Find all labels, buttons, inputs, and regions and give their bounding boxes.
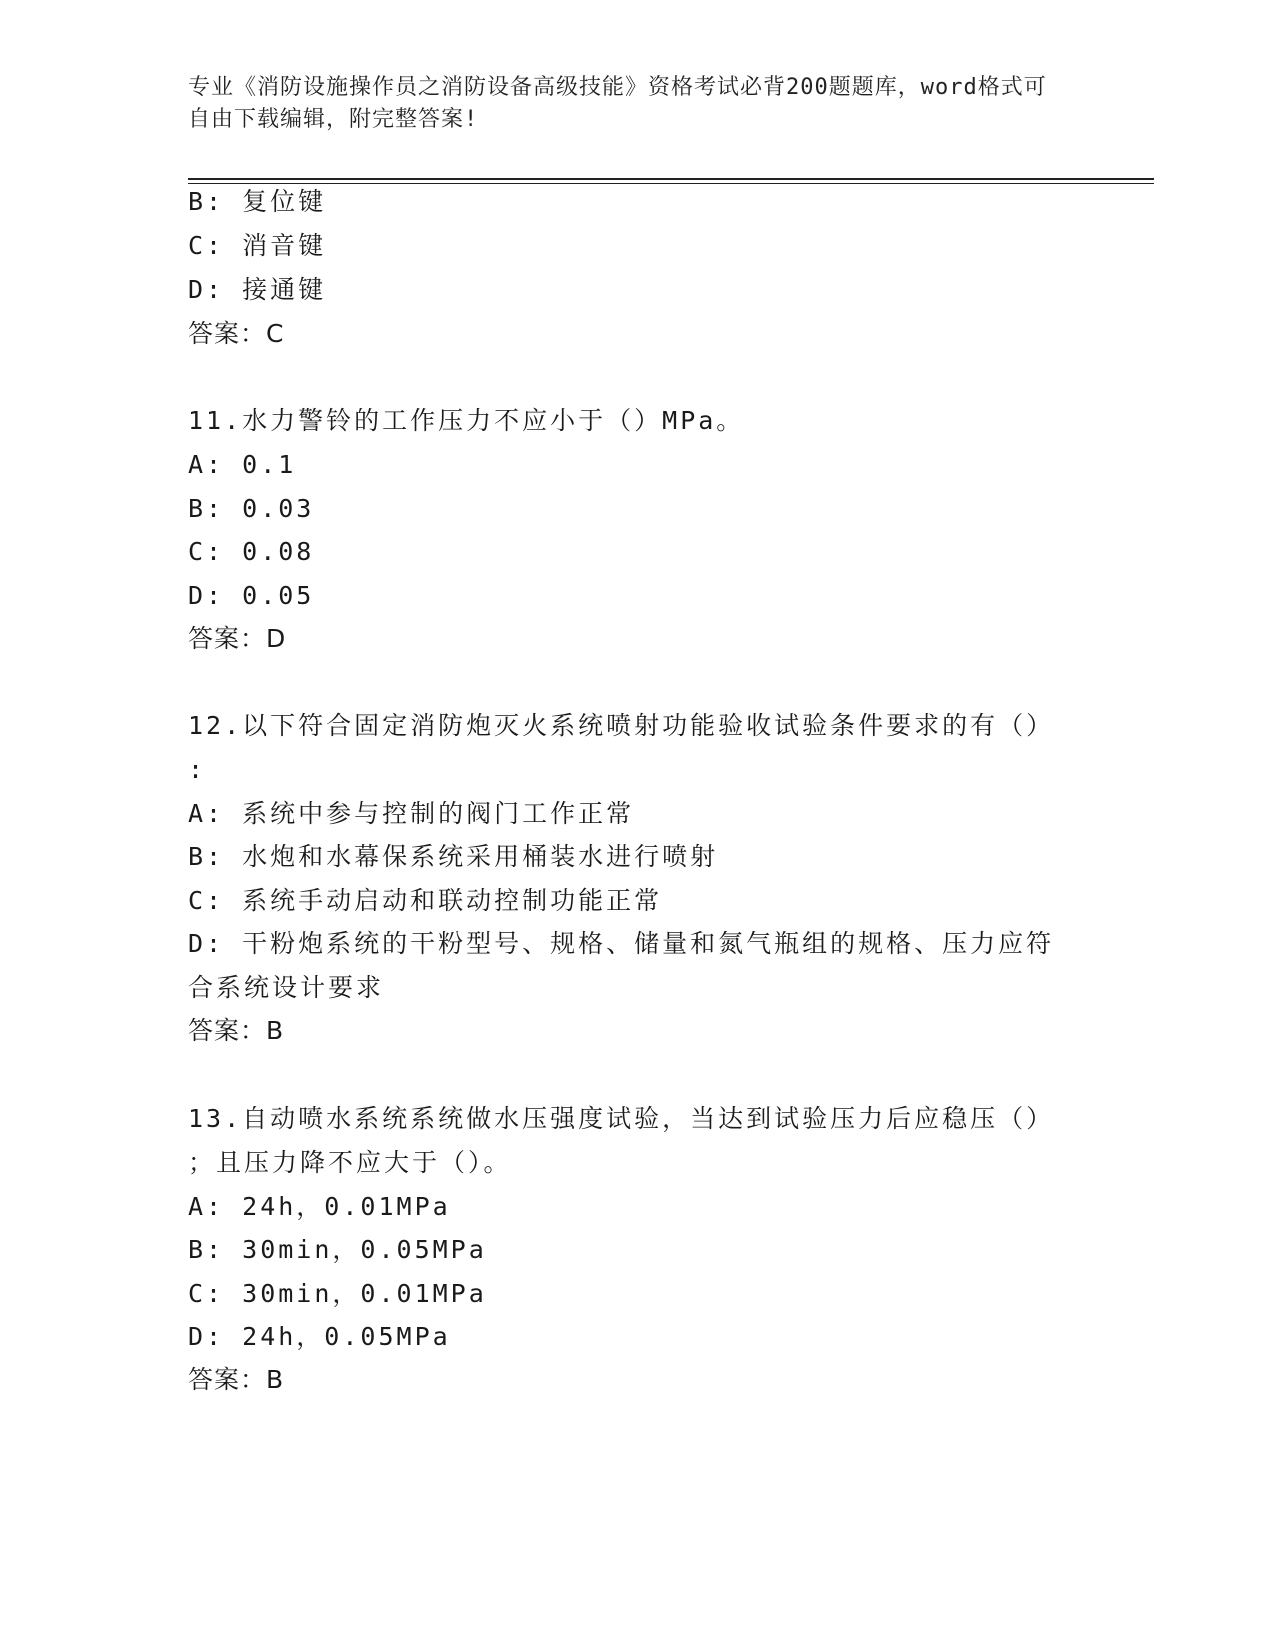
q12-answer: 答案：B xyxy=(188,1016,285,1045)
q12-option-d-continued: 合系统设计要求 xyxy=(188,973,385,1002)
q12-option-b: B: 水炮和水幕保系统采用桶装水进行喷射 xyxy=(188,842,719,871)
q13-option-c: C: 30min，0.01MPa xyxy=(188,1279,487,1308)
document-header: 专业《消防设施操作员之消防设备高级技能》资格考试必背200题题库，word格式可自由下载编辑，附完整答案! xyxy=(188,75,1047,132)
q13-stem-line2: ；且压力降不应大于（）。 xyxy=(188,1148,512,1177)
q13-answer: 答案：B xyxy=(188,1365,285,1394)
q13-option-b: B: 30min，0.05MPa xyxy=(188,1235,487,1264)
q12-option-a: A: 系统中参与控制的阀门工作正常 xyxy=(188,799,635,828)
q10-option-c: C: 消音键 xyxy=(188,231,327,260)
q12-option-d: D: 干粉炮系统的干粉型号、规格、储量和氮气瓶组的规格、压力应符 xyxy=(188,929,1055,958)
q13-option-a: A: 24h，0.01MPa xyxy=(188,1192,451,1221)
q10-option-d: D: 接通键 xyxy=(188,275,327,304)
q11-answer: 答案：D xyxy=(188,624,287,653)
q11-option-d: D: 0.05 xyxy=(188,581,315,610)
q13-option-d: D: 24h，0.05MPa xyxy=(188,1322,451,1351)
q10-answer: 答案：C xyxy=(188,319,285,348)
q11-option-c: C: 0.08 xyxy=(188,537,315,566)
q12-stem-line1: 12.以下符合固定消防炮灭火系统喷射功能验收试验条件要求的有（） xyxy=(188,711,1055,740)
q12-stem-line2: : xyxy=(188,755,207,784)
q13-stem-line1: 13.自动喷水系统系统做水压强度试验，当达到试验压力后应稳压（） xyxy=(188,1104,1055,1133)
header-rule-thick xyxy=(188,178,1154,180)
q11-option-b: B: 0.03 xyxy=(188,494,315,523)
header-rule-thin xyxy=(188,183,1154,184)
q12-option-c: C: 系统手动启动和联动控制功能正常 xyxy=(188,886,663,915)
q11-option-a: A: 0.1 xyxy=(188,450,297,479)
q11-stem: 11.水力警铃的工作压力不应小于（）MPa。 xyxy=(188,406,745,435)
q10-option-b: B: 复位键 xyxy=(188,187,327,216)
